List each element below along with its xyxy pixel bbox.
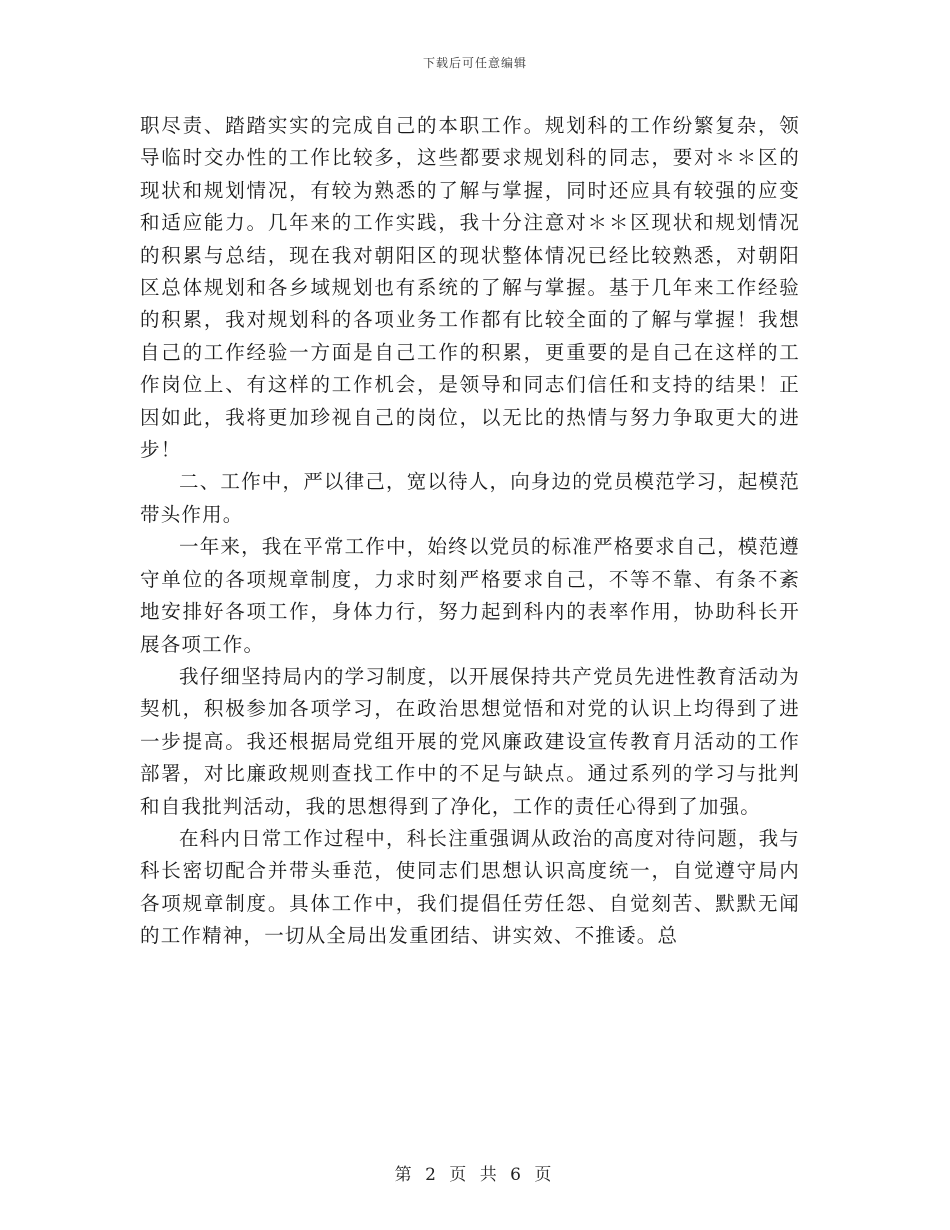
paragraph-3: 一年来，我在平常工作中，始终以党员的标准严格要求自己，模范遵守单位的各项规章制度，力求时刻严格要求自己，不等不靠、有条不紊地安排好各项工作，身体力行，努力起到科内的表率作用，协助科长开展各项工作。 — [140, 535, 801, 656]
page-header-note: 下载后可任意编辑 — [422, 56, 527, 70]
paragraph-4: 我仔细坚持局内的学习制度，以开展保持共产党员先进性教育活动为契机，积极参加各项学习，在政治思想觉悟和对党的认识上均得到了进一步提高。我还根据局党组开展的党风廉政建设宣传教育月活动的工作部署，对比廉政规则查找工作中的不足与缺点。通过系列的学习与批判和自我批判活动，我的思想得到了净化，工作的责任心得到了加强。 — [140, 664, 801, 818]
paragraph-5: 在科内日常工作过程中，科长注重强调从政治的高度对待问题，我与科长密切配合并带头垂范，使同志们思想认识高度统一，自觉遵守局内各项规章制度。具体工作中，我们提倡任劳任怨、自觉刻苦、默默无闻的工作精神，一切从全局出发重团结、讲实效、不推诿。总 — [140, 826, 801, 948]
paragraph-1: 职尽责、踏踏实实的完成自己的本职工作。规划科的工作纷繁复杂，领导临时交办性的工作比较多，这些都要求规划科的同志，要对＊＊区的现状和规划情况，有较为熟悉的了解与掌握，同时还应具有较强的应变和适应能力。几年来的工作实践，我十分注意对＊＊区现状和规划情况的积累与总结，现在我对朝阳区的现状整体情况已经比较熟悉，对朝阳区总体规划和各乡域规划也有系统的了解与掌握。基于几年来工作经验的积累，我对规划科的各项业务工作都有比较全面的了解与掌握！我想自己的工作经验一方面是自己工作的积累，更重要的是自己在这样的工作岗位上、有这样的工作机会，是领导和同志们信任和支持的结果！正因如此，我将更加珍视自己的岗位，以无比的热情与努力争取更大的进步！ — [140, 114, 800, 462]
page-number: 第 2 页 共 6 页 — [394, 1165, 556, 1185]
document-body — [140, 110, 800, 953]
paragraph-2-heading: 二、工作中，严以律己，宽以待人，向身边的党员模范学习，起模范带头作用。 — [140, 470, 801, 526]
